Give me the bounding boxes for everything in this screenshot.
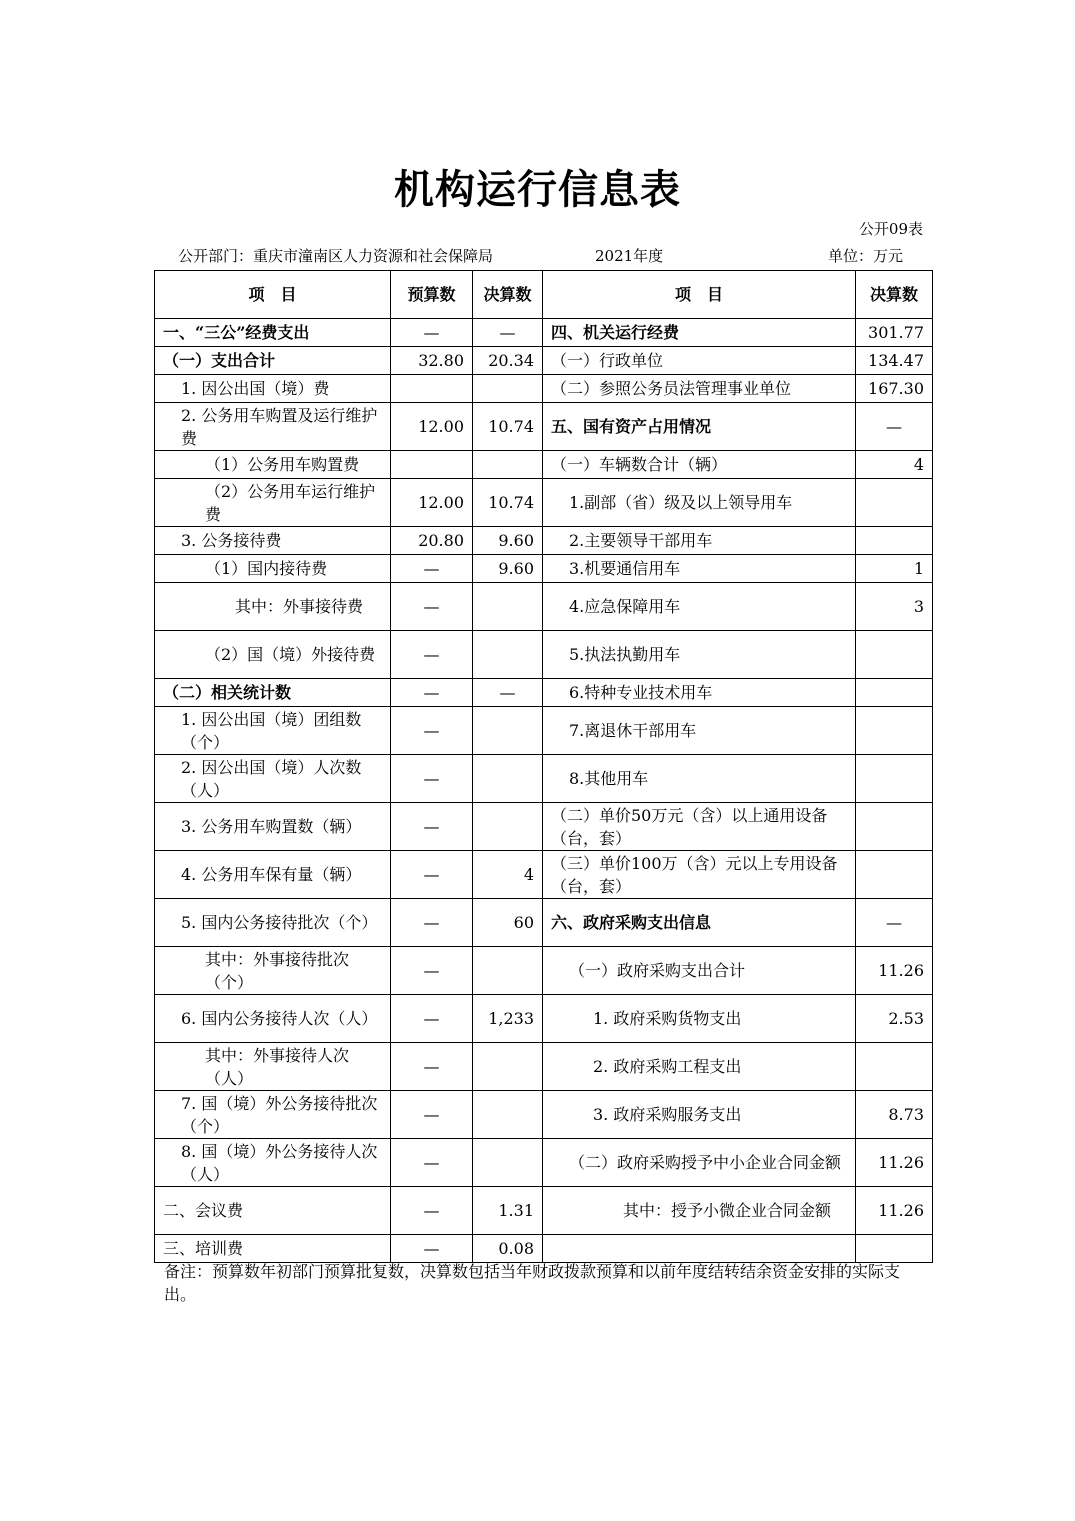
operation-info-table [154,270,933,1263]
right-final-cell: 2.53 [856,995,933,1043]
row-label: 一、“三公”经费支出 [155,319,391,347]
final-cell: 1,233 [473,995,543,1043]
right-final-cell [856,479,933,527]
right-final-cell: — [856,403,933,451]
right-final-cell: 11.26 [856,1187,933,1235]
right-row-label: 3.机要通信用车 [543,555,856,583]
final-cell: 9.60 [473,527,543,555]
header-item-right: 项 目 [543,271,856,319]
budget-cell: — [391,1187,473,1235]
right-final-cell: 8.73 [856,1091,933,1139]
right-final-cell: 167.30 [856,375,933,403]
row-label: 三、培训费 [155,1235,391,1263]
final-cell [473,1139,543,1187]
budget-cell: — [391,947,473,995]
budget-cell: — [391,1091,473,1139]
header-final-right: 决算数 [856,271,933,319]
final-cell [473,755,543,803]
final-cell: 60 [473,899,543,947]
budget-cell: — [391,1139,473,1187]
header-budget: 预算数 [391,271,473,319]
final-cell [473,1043,543,1091]
budget-cell: — [391,555,473,583]
budget-cell: — [391,803,473,851]
unit-label: 单位：万元 [828,247,904,265]
final-cell: 10.74 [473,479,543,527]
row-label: （2）公务用车运行维护费 [155,479,391,527]
right-final-cell [856,803,933,851]
final-cell: 1.31 [473,1187,543,1235]
row-label: （1）国内接待费 [155,555,391,583]
right-row-label: 六、政府采购支出信息 [543,899,856,947]
right-final-cell: 134.47 [856,347,933,375]
page-title: 机构运行信息表 [394,166,681,213]
row-label: （2）国（境）外接待费 [155,631,391,679]
budget-cell: 12.00 [391,479,473,527]
department-label: 公开部门：重庆市潼南区人力资源和社会保障局 [178,247,494,265]
final-cell: 0.08 [473,1235,543,1263]
budget-cell [391,451,473,479]
row-label: 其中：外事接待人次（人） [155,1043,391,1091]
right-row-label: （二）政府采购授予中小企业合同金额 [543,1139,856,1187]
right-row-label: 3. 政府采购服务支出 [543,1091,856,1139]
right-row-label: （一）车辆数合计（辆） [543,451,856,479]
right-final-cell: 4 [856,451,933,479]
right-final-cell [856,851,933,899]
right-final-cell [856,679,933,707]
right-final-cell: 301.77 [856,319,933,347]
right-row-label: （一）行政单位 [543,347,856,375]
year-label: 2021年度 [595,247,664,265]
budget-cell: — [391,679,473,707]
final-cell: 4 [473,851,543,899]
right-final-cell [856,707,933,755]
row-label: 1. 因公出国（境）费 [155,375,391,403]
right-row-label: 2. 政府采购工程支出 [543,1043,856,1091]
budget-cell: — [391,1235,473,1263]
right-row-label: （二）单价50万元（含）以上通用设备（台，套） [543,803,856,851]
final-cell [473,583,543,631]
budget-cell: — [391,995,473,1043]
right-row-label: 五、国有资产占用情况 [543,403,856,451]
budget-cell: — [391,583,473,631]
right-row-label: （一）政府采购支出合计 [543,947,856,995]
right-row-label: 1.副部（省）级及以上领导用车 [543,479,856,527]
right-row-label: 4.应急保障用车 [543,583,856,631]
final-cell [473,707,543,755]
final-cell [473,947,543,995]
budget-cell [391,375,473,403]
final-cell: — [473,679,543,707]
final-cell [473,451,543,479]
final-cell: 9.60 [473,555,543,583]
row-label: 7. 国（境）外公务接待批次（个） [155,1091,391,1139]
row-label: 5. 国内公务接待批次（个） [155,899,391,947]
final-cell: — [473,319,543,347]
right-row-label [543,1235,856,1263]
row-label: 1. 因公出国（境）团组数（个） [155,707,391,755]
final-cell [473,375,543,403]
right-row-label: （三）单价100万（含）元以上专用设备（台，套） [543,851,856,899]
right-final-cell [856,1235,933,1263]
budget-cell: 32.80 [391,347,473,375]
right-row-label: 1. 政府采购货物支出 [543,995,856,1043]
row-label: （一）支出合计 [155,347,391,375]
right-row-label: 5.执法执勤用车 [543,631,856,679]
right-final-cell: 11.26 [856,1139,933,1187]
final-cell [473,803,543,851]
final-cell [473,1091,543,1139]
right-final-cell: — [856,899,933,947]
header-final: 决算数 [473,271,543,319]
row-label: 其中：外事接待批次（个） [155,947,391,995]
final-cell [473,631,543,679]
right-final-cell: 3 [856,583,933,631]
row-label: 2. 因公出国（境）人次数（人） [155,755,391,803]
right-final-cell [856,1043,933,1091]
right-row-label: 其中：授予小微企业合同金额 [543,1187,856,1235]
row-label: 3. 公务接待费 [155,527,391,555]
final-cell: 20.34 [473,347,543,375]
row-label: 二、会议费 [155,1187,391,1235]
budget-cell: — [391,631,473,679]
budget-cell: — [391,319,473,347]
right-final-cell: 1 [856,555,933,583]
row-label: （二）相关统计数 [155,679,391,707]
right-row-label: 7.离退休干部用车 [543,707,856,755]
final-cell: 10.74 [473,403,543,451]
budget-cell: 20.80 [391,527,473,555]
right-row-label: （二）参照公务员法管理事业单位 [543,375,856,403]
row-label: 3. 公务用车购置数（辆） [155,803,391,851]
row-label: 6. 国内公务接待人次（人） [155,995,391,1043]
budget-cell: 12.00 [391,403,473,451]
budget-cell: — [391,707,473,755]
right-row-label: 2.主要领导干部用车 [543,527,856,555]
row-label: 2. 公务用车购置及运行维护费 [155,403,391,451]
budget-cell: — [391,1043,473,1091]
budget-cell: — [391,899,473,947]
right-row-label: 四、机关运行经费 [543,319,856,347]
budget-cell: — [391,755,473,803]
right-final-cell [856,755,933,803]
header-item: 项 目 [155,271,391,319]
row-label: 其中：外事接待费 [155,583,391,631]
row-label: 4. 公务用车保有量（辆） [155,851,391,899]
budget-cell: — [391,851,473,899]
right-row-label: 6.特种专业技术用车 [543,679,856,707]
right-final-cell: 11.26 [856,947,933,995]
row-label: （1）公务用车购置费 [155,451,391,479]
right-final-cell [856,631,933,679]
row-label: 8. 国（境）外公务接待人次（人） [155,1139,391,1187]
right-row-label: 8.其他用车 [543,755,856,803]
table-number: 公开09表 [858,220,923,238]
footnote: 备注：预算数年初部门预算批复数，决算数包括当年财政拨款预算和以前年度结转结余资金安排的实际支出。 [164,1262,901,1304]
right-final-cell [856,527,933,555]
